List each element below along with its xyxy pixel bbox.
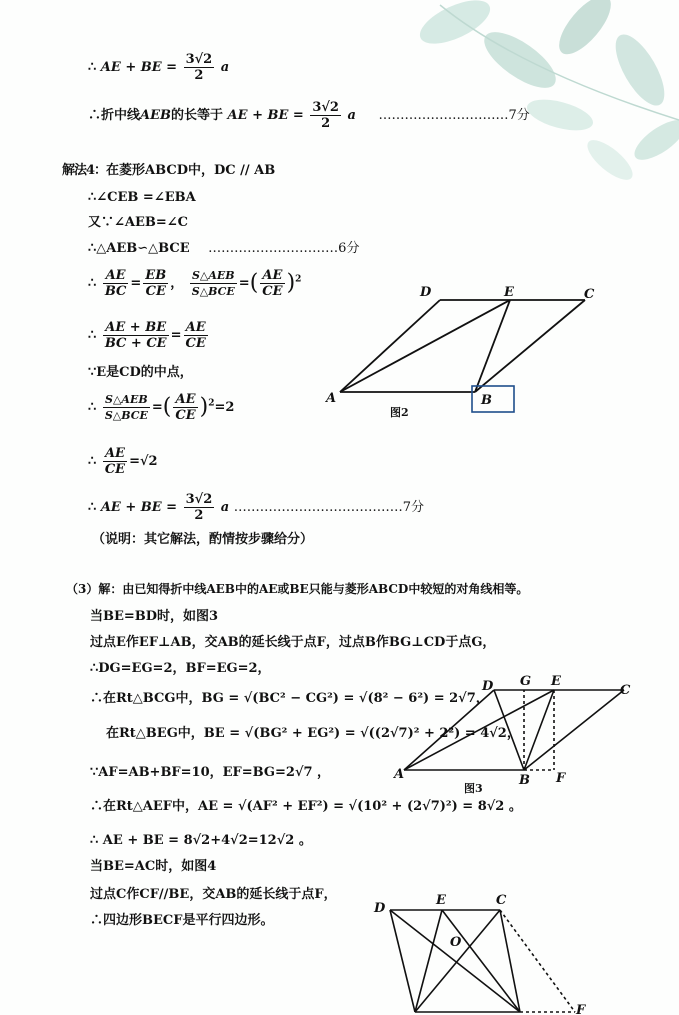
- part3-line: [90, 608, 218, 626]
- text: ∵E是CD的中点，: [88, 365, 193, 380]
- fraction-denominator: CE: [262, 284, 283, 299]
- text: =2: [214, 400, 235, 415]
- segment-bc: [475, 300, 585, 392]
- text: 过点E作EF⊥AB，交AB的延长线于点F，过点B作BG⊥CD于点G，: [90, 635, 496, 650]
- step-line: ∴ $\frac{\text{S△AEB}}{\text{S△BCE}}$ =( $\frac{AE}{CE}$ )$^2$=2: [88, 392, 235, 423]
- expression: AE + BE =: [227, 108, 304, 123]
- text: ∴在Rt△AEF中，AE = √(AF² + EF²) = √(10² + (2√7)²) = 8√2 。: [90, 799, 522, 814]
- step-line: ∴ $\frac{AE}{BC}$ = $\frac{EB}{CE}$ ， $\frac{\text{S△AEB}}{\text{S△BCE}}$ =( $\frac{AE}{CE}$ )$^2$: [88, 268, 302, 299]
- solution-label: 解法4：: [62, 163, 107, 178]
- leaf-decoration: [0, 0, 679, 180]
- text: 又∵∠AEB=∠C: [88, 215, 189, 230]
- part3-line: [66, 580, 528, 598]
- score-marker: …………………………6分: [208, 241, 360, 256]
- fraction: [260, 268, 284, 299]
- part3-line: [90, 886, 337, 904]
- fraction-denominator: 2: [321, 116, 331, 131]
- step-line: [88, 364, 193, 382]
- label-e: E: [551, 674, 561, 689]
- exponent: 2: [295, 274, 302, 285]
- fraction-numerator: AE: [260, 268, 284, 284]
- figure-caption: 图3: [464, 782, 483, 795]
- fraction-numerator: 3√2: [185, 52, 213, 67]
- text: 的长等于: [171, 108, 224, 123]
- step-line: [88, 320, 210, 351]
- comma: ，: [170, 276, 184, 291]
- label-d: D: [482, 679, 494, 694]
- fraction-denominator: BC: [104, 284, 127, 299]
- part3-line: [90, 764, 330, 782]
- fraction: [184, 492, 215, 523]
- label-o: O: [450, 935, 462, 950]
- step-line: [88, 492, 424, 523]
- text: AEB: [140, 108, 171, 123]
- fraction-numerator: AE: [173, 392, 197, 408]
- part3-line: [90, 634, 495, 652]
- text: （3）解：由已知得折中线AEB中的AE或BE只能与菱形ABCD中较短的对角线相等。: [66, 582, 529, 596]
- equals: =: [151, 400, 163, 415]
- therefore-symbol: ∴: [88, 400, 97, 415]
- therefore-symbol: ∴: [88, 276, 97, 291]
- label-e: E: [504, 285, 514, 300]
- fraction-numerator: AE + BE: [103, 320, 169, 336]
- label-b: B: [519, 773, 530, 788]
- label-c: C: [620, 683, 631, 698]
- label-c: C: [584, 287, 595, 302]
- text: ∴DG=EG=2，BF=EG=2，: [90, 661, 271, 676]
- figure-4: [370, 890, 600, 1015]
- therefore-symbol: ∴: [88, 328, 97, 343]
- variable: a: [220, 60, 230, 75]
- part3-line: [90, 660, 271, 678]
- grading-note: [92, 531, 313, 549]
- fraction: [103, 268, 129, 299]
- equals: =: [130, 276, 142, 291]
- exponent: 2: [208, 398, 215, 409]
- label-d: D: [374, 901, 386, 916]
- fraction: [103, 392, 150, 423]
- text: ∴△AEB∽△BCE: [88, 241, 190, 256]
- line-ae-be-result: [88, 52, 229, 83]
- fraction-numerator: S△AEB: [103, 392, 150, 408]
- fraction-denominator: 2: [194, 508, 204, 523]
- fraction-numerator: 3√2: [185, 492, 213, 507]
- fraction: [310, 100, 341, 131]
- line-fold-length: [88, 100, 530, 131]
- label-b: B: [481, 393, 492, 408]
- figure-3: [392, 672, 642, 802]
- fraction-denominator: S△BCE: [191, 285, 235, 298]
- fraction-denominator: CE: [104, 462, 126, 477]
- solution4-heading: [62, 162, 275, 180]
- figure-2: [320, 280, 620, 425]
- step-line: [88, 446, 158, 477]
- text: （说明：其它解法，酌情按步骤给分）: [92, 532, 314, 547]
- fraction-denominator: CE: [145, 284, 166, 299]
- text: ∴∠CEB =∠EBA: [88, 190, 196, 205]
- fraction-numerator: AE: [184, 320, 208, 336]
- score-marker: …………………………7分: [378, 108, 530, 123]
- fraction-denominator: S△BCE: [104, 409, 148, 422]
- therefore-symbol: ∴: [88, 500, 97, 515]
- fraction-numerator: AE: [103, 268, 129, 284]
- label-f: F: [556, 771, 566, 786]
- fraction-numerator: 3√2: [312, 100, 339, 115]
- text: 在菱形ABCD中，DC // AB: [106, 163, 276, 178]
- text: ∴四边形BECF是平行四边形。: [90, 913, 274, 928]
- label-g: G: [520, 674, 532, 689]
- text: 在Rt△BEG中，BE = √(BG² + EG²) = √((2√7)² + 2²) = 4√2，: [106, 726, 520, 741]
- therefore-symbol: ∴: [88, 60, 101, 75]
- label-d: D: [420, 285, 432, 300]
- equals: =: [238, 276, 250, 291]
- label-a: A: [326, 391, 337, 406]
- fraction: [184, 52, 215, 83]
- text: ∴在Rt△BCG中，BG = √(BC² − CG²) = √(8² − 6²) = 2√7，: [90, 691, 489, 706]
- fraction-numerator: EB: [145, 268, 167, 283]
- label-a: A: [394, 767, 405, 782]
- fraction: [173, 392, 197, 423]
- text: 当BE=AC时，如图4: [90, 859, 217, 874]
- text: ∴折中线: [88, 108, 141, 123]
- fraction-denominator: CE: [175, 408, 196, 423]
- label-e: E: [436, 893, 446, 908]
- expression: AE + BE =: [100, 500, 178, 515]
- fraction: [103, 446, 127, 477]
- text: ∵AF=AB+BF=10，EF=BG=2√7 ，: [90, 765, 331, 780]
- part3-line: [90, 858, 216, 876]
- text: =√2: [129, 454, 158, 469]
- fraction-denominator: CE: [185, 336, 206, 351]
- fraction-denominator: 2: [194, 68, 204, 83]
- part3-line: [90, 832, 312, 850]
- part3-line: [90, 912, 273, 930]
- fraction-numerator: AE: [103, 446, 127, 462]
- score-marker: …………………………………7分: [233, 500, 425, 515]
- label-c: C: [496, 893, 507, 908]
- figure-caption: 图2: [390, 406, 409, 419]
- fraction: [184, 320, 208, 351]
- step-line: [88, 214, 188, 232]
- variable: a: [220, 500, 230, 515]
- fraction-denominator: BC + CE: [104, 336, 167, 351]
- expression: AE + BE =: [100, 60, 178, 75]
- step-line: [88, 240, 359, 258]
- text: 当BE=BD时，如图3: [90, 609, 219, 624]
- fraction: [190, 268, 237, 299]
- fraction: [143, 268, 168, 299]
- text: ∴ AE + BE = 8√2+4√2=12√2 。: [90, 833, 312, 848]
- variable: a: [347, 108, 356, 123]
- text: 过点C作CF//BE，交AB的延长线于点F，: [90, 887, 337, 902]
- therefore-symbol: ∴: [88, 454, 97, 469]
- fraction: [103, 320, 169, 351]
- step-line: [88, 189, 196, 207]
- equals: =: [170, 328, 182, 343]
- label-f: F: [576, 1003, 586, 1015]
- fraction-numerator: S△AEB: [190, 268, 237, 284]
